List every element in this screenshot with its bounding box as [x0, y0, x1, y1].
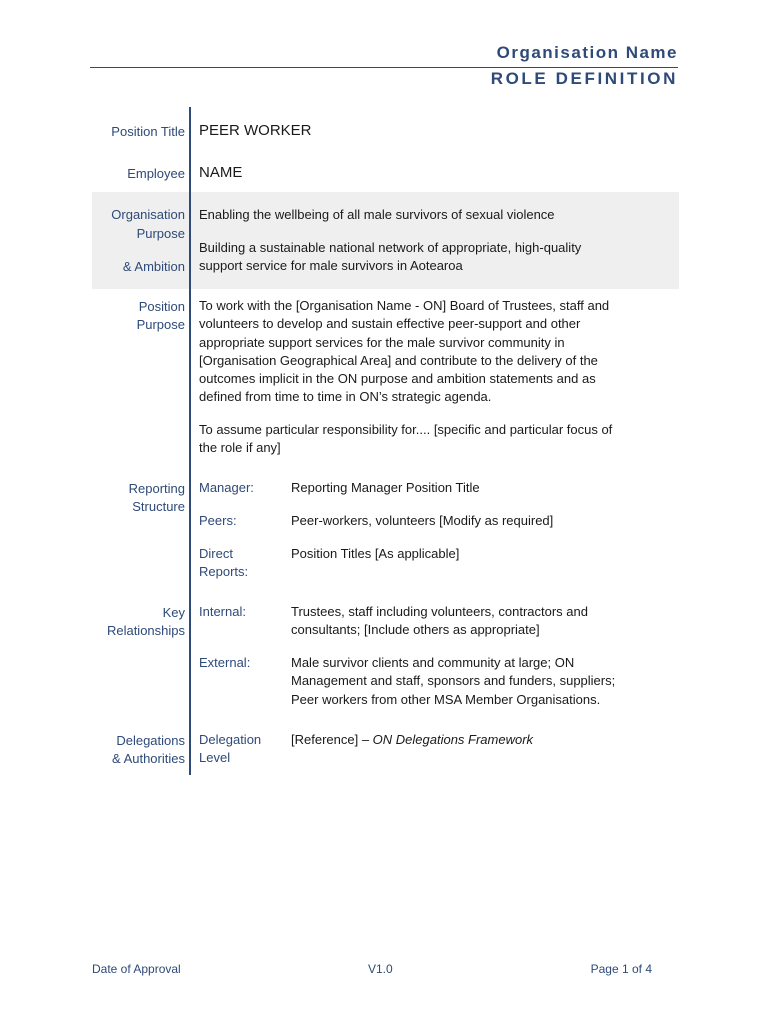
text-line: To work with the [Organisation Name - ON] Board of Trustees, staff and — [199, 298, 610, 313]
delegations-label-line2: & Authorities — [112, 751, 185, 766]
position-purpose-paragraph — [199, 297, 609, 407]
delegation-level-label-line1: Delegation — [199, 732, 262, 747]
text-line: Peer workers from other MSA Member Organisations. — [291, 691, 601, 707]
internal-label: Internal: — [199, 604, 246, 619]
text-line: Management and staff, sponsors and funders, suppliers; — [291, 673, 616, 689]
external-label: External: — [199, 655, 251, 670]
document-title: ROLE DEFINITION — [490, 69, 678, 88]
delegation-reference — [291, 731, 533, 749]
text-line: Male survivor clients and community at large; ON — [291, 655, 575, 670]
text-line: appropriate support services for the male survivor community in — [199, 334, 565, 350]
delegations-framework-title: ON Delegations Framework — [372, 732, 534, 747]
direct-reports-label-line2: Reports: — [199, 564, 249, 579]
text-line: Trustees, staff including volunteers, contractors and — [291, 604, 588, 619]
text-line: consultants; [Include others as appropriate] — [291, 622, 540, 638]
text-line: the role if any] — [199, 440, 281, 456]
organisation-name: Organisation Name — [496, 43, 678, 62]
position-purpose-label-line2: Purpose — [136, 317, 185, 332]
manager-value: Reporting Manager Position Title — [291, 480, 480, 495]
peers-value: Peer-workers, volunteers [Modify as required] — [291, 513, 554, 528]
position-purpose-label-line1: Position — [138, 299, 185, 314]
peers-label: Peers: — [199, 513, 237, 528]
org-purpose-statement: Enabling the wellbeing of all male survivors of sexual violence — [199, 207, 555, 222]
text-line: [Organisation Geographical Area] and contribute to the delivery of the — [199, 352, 598, 368]
text-line: defined from time to time in ON’s strategic agenda. — [199, 389, 492, 405]
header-divider — [90, 67, 678, 68]
label-column-divider — [189, 107, 191, 775]
reporting-label-line1: Reporting — [128, 481, 185, 496]
text-line: outcomes implicit in the ON purpose and ambition statements and as — [199, 371, 596, 387]
relationships-label-line1: Key — [162, 605, 185, 620]
employee-value: NAME — [199, 164, 243, 181]
text-line: volunteers to develop and sustain effective peer-support and other — [199, 316, 581, 332]
org-purpose-label-line1: Organisation — [111, 207, 185, 222]
employee-label: Employee — [127, 166, 185, 181]
org-purpose-label-line2: Purpose — [136, 226, 185, 241]
position-title-label: Position Title — [111, 124, 185, 139]
manager-label: Manager: — [199, 480, 254, 495]
footer-page-number: Page 1 of 4 — [590, 962, 652, 976]
relationships-label-line2: Relationships — [106, 623, 185, 638]
direct-reports-label-line1: Direct — [199, 546, 233, 561]
org-ambition-line2: support service for male survivors in Aotearoa — [199, 258, 463, 273]
text-line: To assume particular responsibility for.... [specific and particular focus of — [199, 422, 613, 437]
org-purpose-label-line3: & Ambition — [122, 259, 185, 274]
position-title-value: PEER WORKER — [199, 122, 312, 139]
direct-reports-value: Position Titles [As applicable] — [291, 546, 460, 561]
internal-value — [291, 603, 588, 640]
position-focus-paragraph — [199, 421, 612, 458]
reporting-label-line2: Structure — [132, 499, 185, 514]
delegation-reference-text: [Reference] – — [291, 732, 373, 747]
org-ambition-line1: Building a sustainable national network of appropriate, high-quality — [199, 240, 582, 255]
delegations-label-line1: Delegations — [116, 733, 185, 748]
external-value — [291, 654, 615, 709]
delegation-level-label-line2: Level — [199, 750, 231, 765]
footer-version: V1.0 — [368, 962, 393, 976]
footer-date-of-approval: Date of Approval — [92, 962, 181, 976]
